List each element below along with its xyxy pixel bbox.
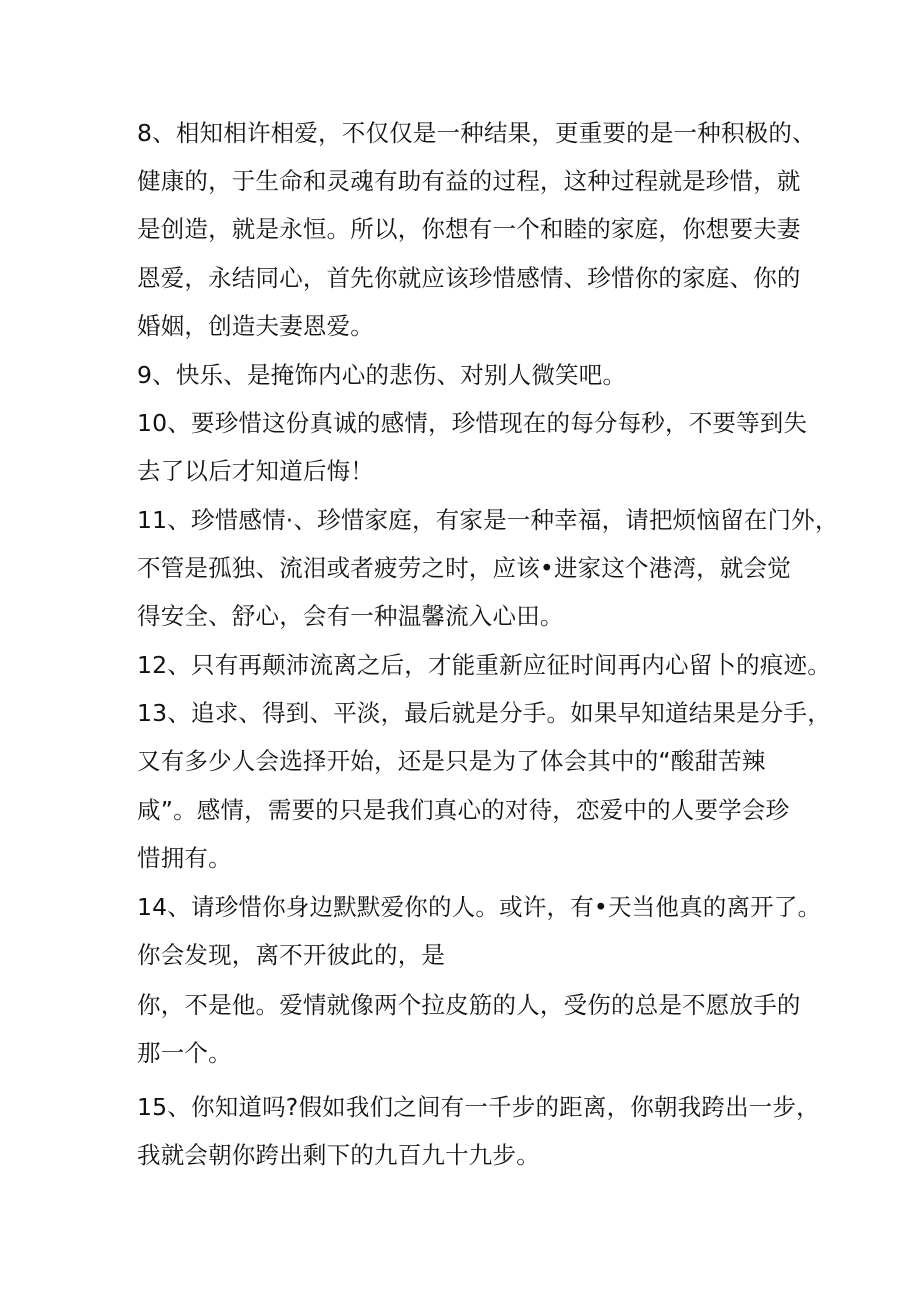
text-line: 我就会朝你跨出剩下的九百九十九步。	[137, 1141, 540, 1169]
text-line: 你，不是他。爱情就像两个拉皮筋的人，受伤的总是不愿放手的	[137, 991, 801, 1019]
text-line: 婚姻，创造夫妻恩爱。	[137, 312, 374, 340]
text-line: 11、珍惜感情·、珍惜家庭，有家是一种幸福，请把烦恼留在门外，	[137, 506, 839, 534]
text-line: 又有多少人会选择开始，还是只是为了体会其中的“酸甜苦辣	[137, 747, 766, 775]
text-line: 恩爱，永结同心，首先你就应该珍惜感情、珍惜你的家庭、你的	[137, 264, 801, 292]
text-line: 不管是孤独、流泪或者疲劳之时，应该•进家这个港湾，就会觉	[137, 554, 791, 582]
text-line: 8、相知相许相爱，不仅仅是一种结果，更重要的是一种积极的、	[137, 119, 816, 147]
text-line: 12、只有再颠沛流离之后，才能重新应征时间再内心留卜的痕迹。	[137, 651, 831, 679]
text-line: 健康的，于生命和灵魂有助有益的过程，这种过程就是珍惜，就	[137, 167, 801, 195]
text-line: 9、快乐、是掩饰内心的悲伤、对别人微笑吧。	[137, 361, 627, 389]
text-line: 10、要珍惜这份真诚的感情，珍惜现在的每分每秒，不要等到失	[137, 409, 808, 437]
text-line: 去了以后才知道后悔！	[137, 457, 374, 485]
text-line: 是创造，就是永恒。所以，你想有一个和睦的家庭，你想要夫妻	[137, 215, 801, 243]
text-line: 咸”。感情，需要的只是我们真心的对待，恋爱中的人要学会珍	[137, 796, 790, 824]
text-line: 得安全、舒心，会有一种温馨流入心田。	[137, 602, 564, 630]
text-line: 13、追求、得到、平淡，最后就是分手。如果早知道结果是分手，	[137, 699, 831, 727]
text-line: 你会发现，离不开彼此的，是	[137, 941, 446, 969]
text-line: 15、你知道吗?假如我们之间有一千步的距离，你朝我跨出一步，	[137, 1093, 820, 1121]
text-line: 那一个。	[137, 1039, 232, 1067]
text-line: 14、请珍惜你身边默默爱你的人。或许，有•天当他真的离开了。	[137, 893, 822, 921]
text-line: 惜拥有。	[137, 844, 232, 872]
